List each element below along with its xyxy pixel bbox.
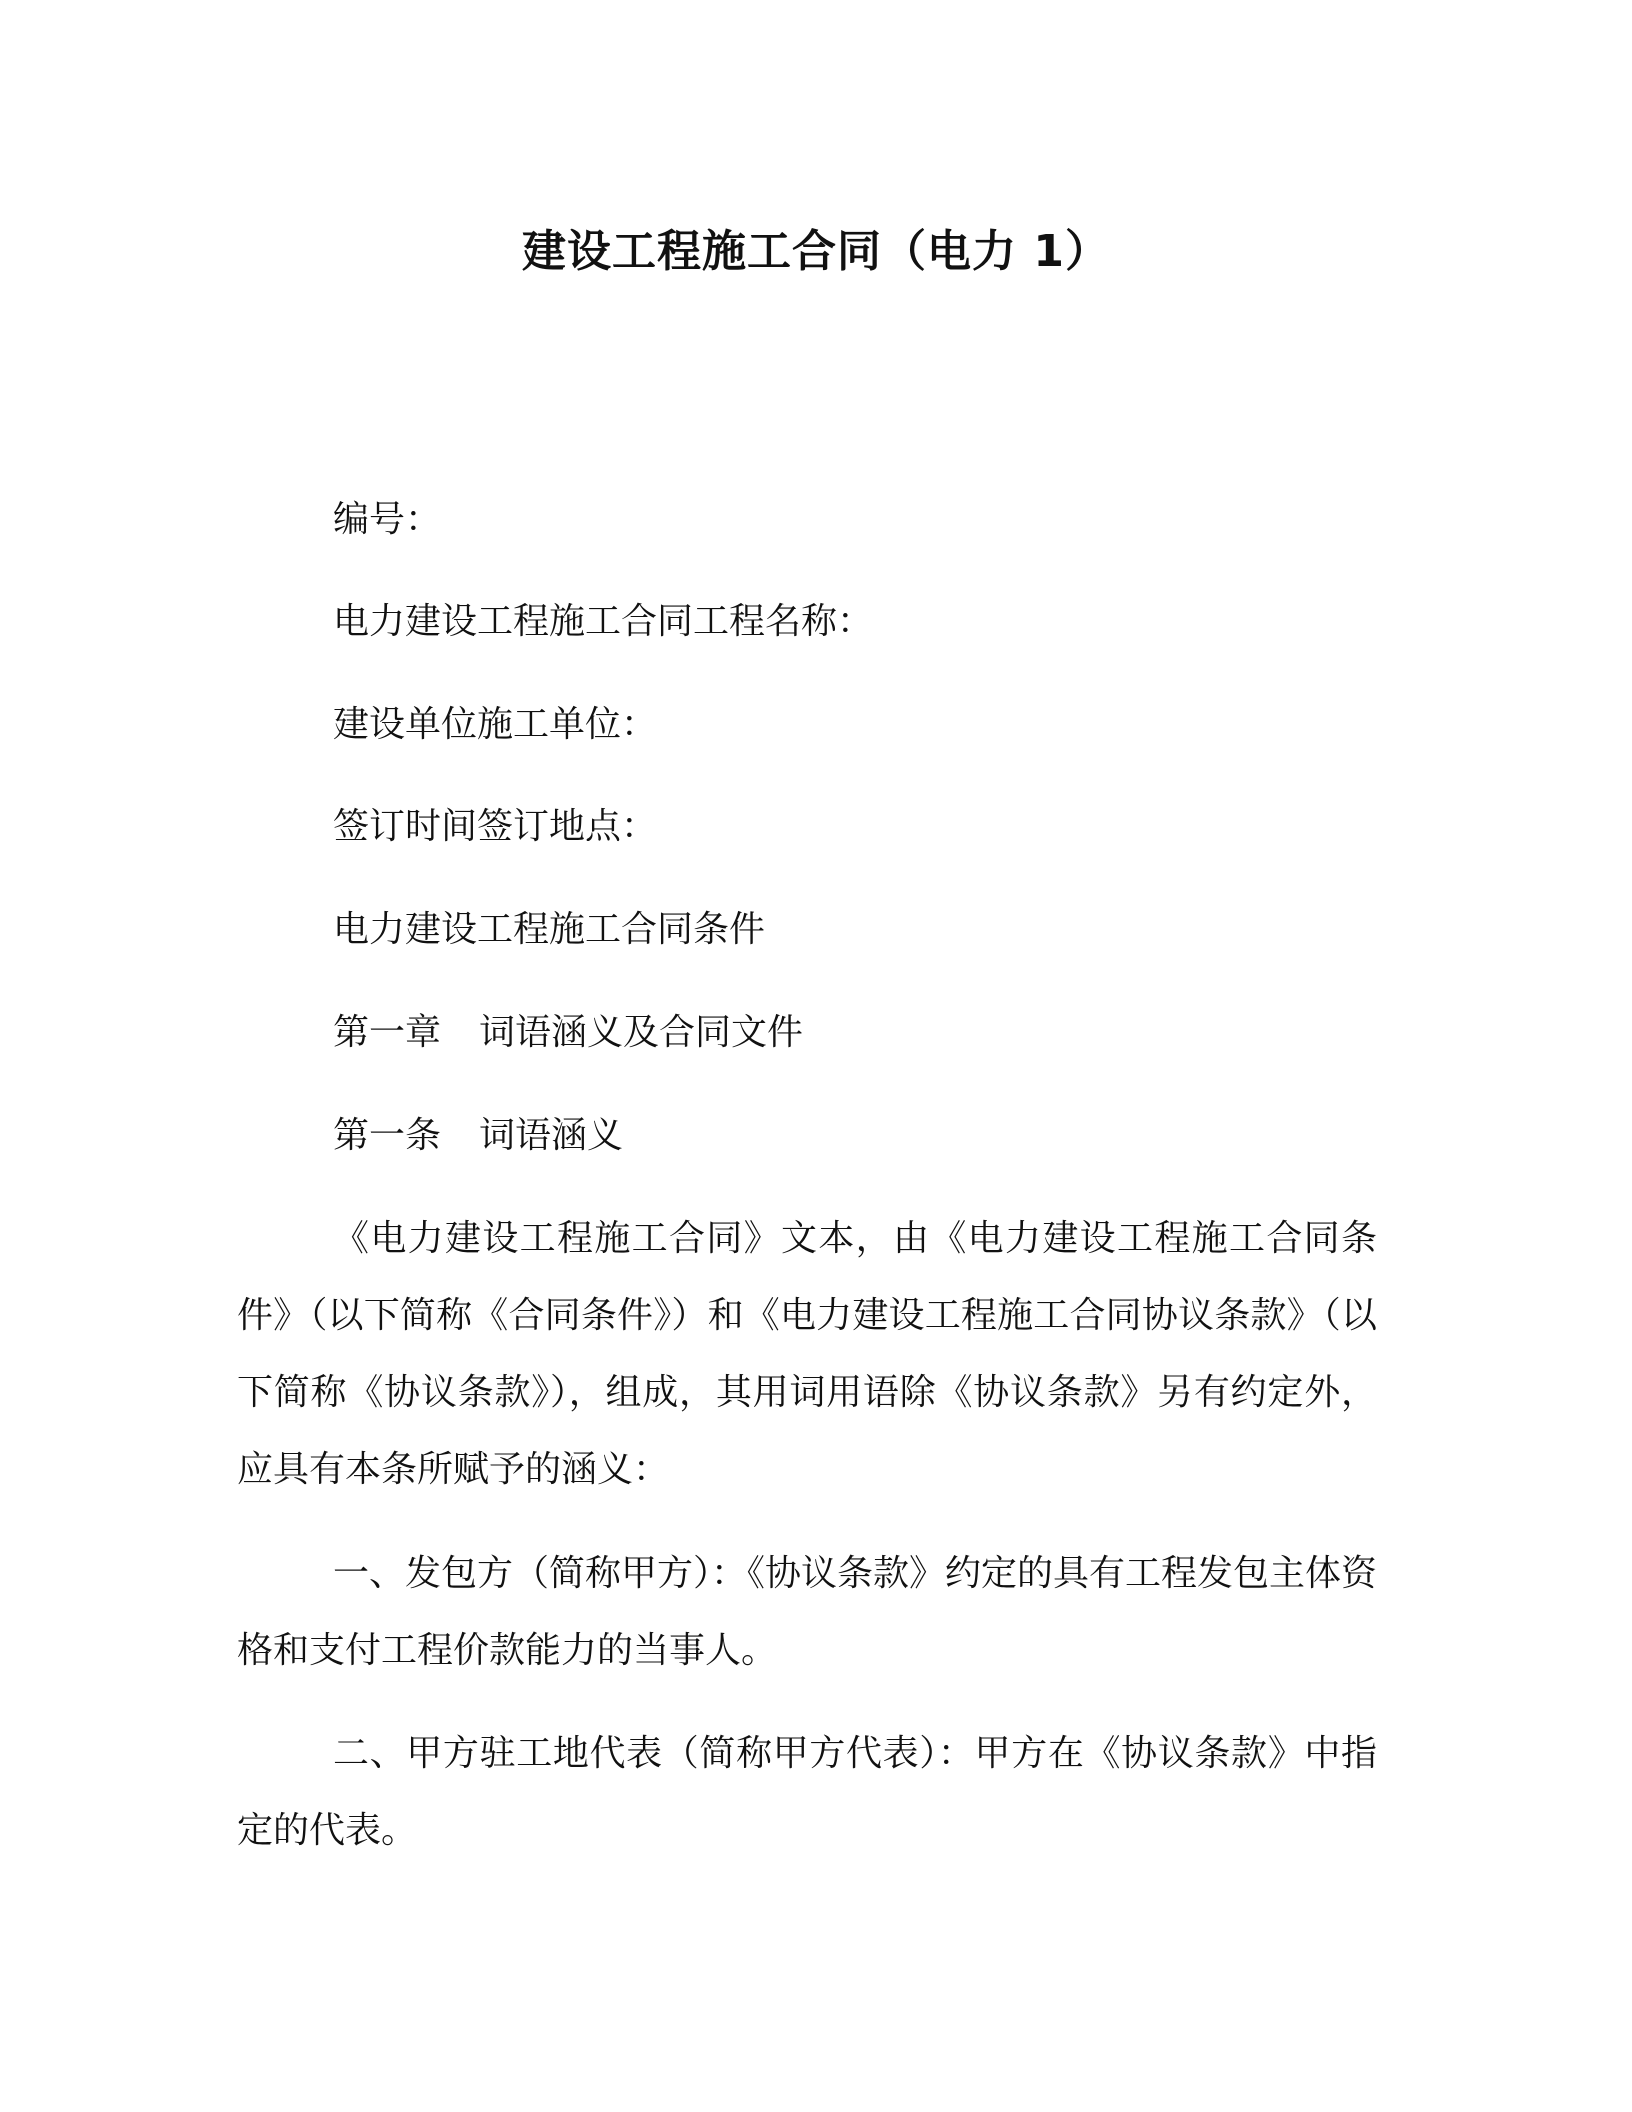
article-number: 第一条 [333,1115,442,1156]
chapter-heading [333,1008,803,1058]
article-heading [333,1111,623,1161]
chapter-number: 第一章 [333,1012,442,1053]
article-name: 词语涵义 [479,1115,624,1156]
paragraph-definitions-intro: 《电力建设工程施工合同》文本，由《电力建设工程施工合同条件》（以下简称《合同条件》）和《电力建设工程施工合同协议条款》（以下简称《协议条款》），组成，其用词用语除《协议条款》另有约定外，应具有本条所赋予的涵义： [237,1218,1377,1490]
section-heading-conditions: 电力建设工程施工合同条件 [333,909,766,950]
chapter-name: 词语涵义及合同文件 [479,1012,804,1053]
field-signing-time-place: 签订时间签订地点： [333,806,658,847]
field-parties: 建设单位施工单位： [333,704,658,745]
paragraph-party-a: 一、发包方（简称甲方）：《协议条款》约定的具有工程发包主体资格和支付工程价款能力的当事人。 [237,1553,1378,1671]
field-contract-number: 编号： [333,499,442,540]
document-title: 建设工程施工合同（电力 1） [522,226,1110,277]
paragraph-party-a-representative: 二、甲方驻工地代表（简称甲方代表）：甲方在《协议条款》中指定的代表。 [237,1733,1377,1851]
field-project-name: 电力建设工程施工合同工程名称： [333,601,874,642]
